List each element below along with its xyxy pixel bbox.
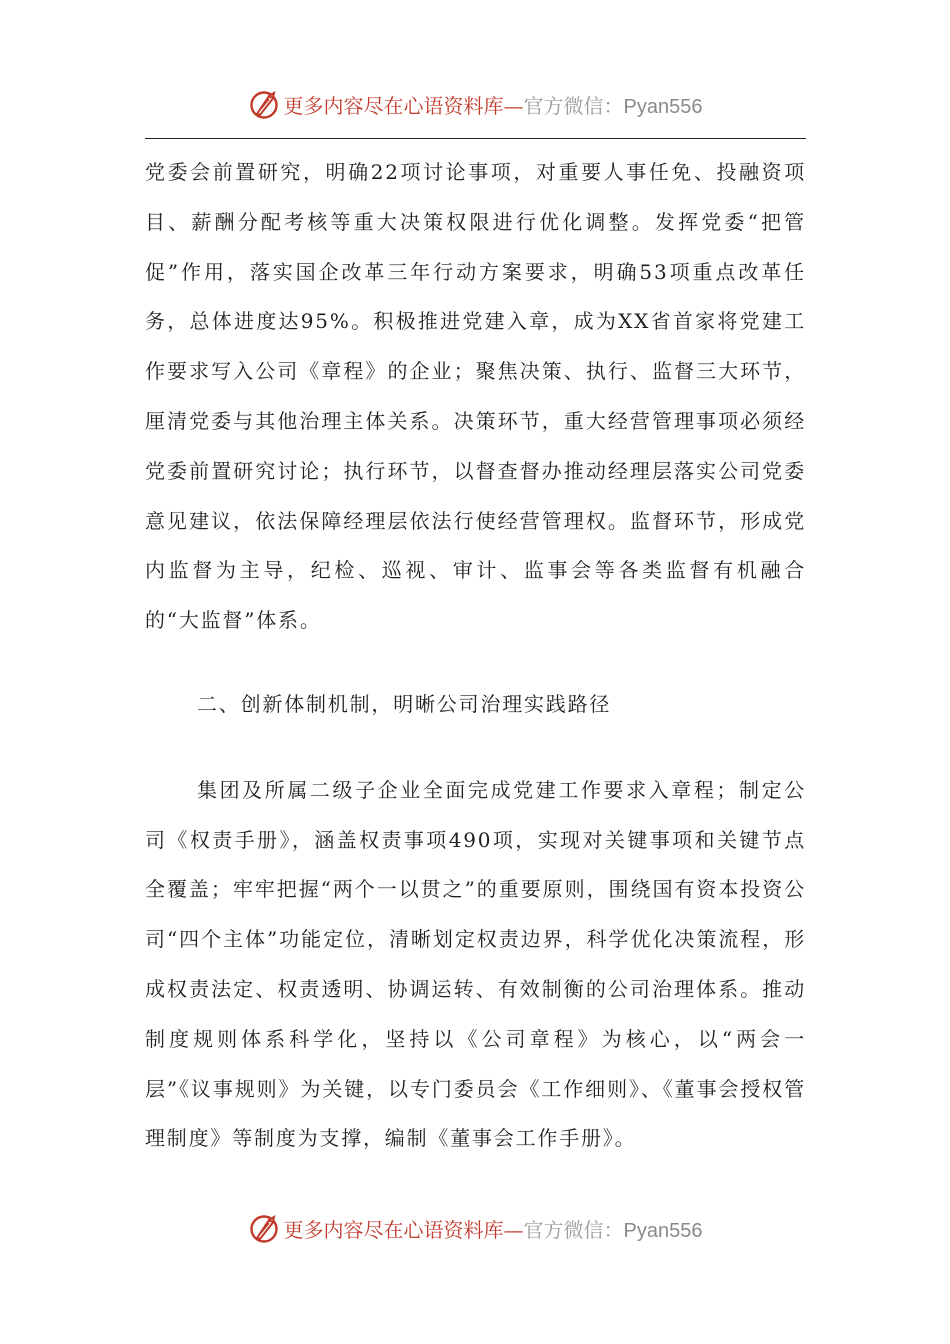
footer-banner (0, 1208, 950, 1248)
footer-slogan: 更多内容尽在心语资料库 (283, 1217, 504, 1242)
footer-banner-text (284, 1214, 703, 1243)
header-wechat-label: 官方微信： (523, 93, 624, 118)
section-heading: 二、创新体制机制，明晰公司治理实践路径 (197, 691, 612, 716)
pen-nib-icon (248, 1211, 282, 1245)
paragraph-1: 党委会前置研究，明确22项讨论事项，对重要人事任免、投融资项目、薪酬分配考核等重大决策权限进行优化调整。发挥党委“把管促”作用，落实国企改革三年行动方案要求，明确53项重点改革任务，总体进度达95%。积极推进党建入章，成为XX省首家将党建工作要求写入公司《章程》的企业；聚焦决策、执行、监督三大环节，厘清党委与其他治理主体关系。决策环节，重大经营管理事项必须经党委前置研究讨论；执行环节，以督查督办推动经理层落实公司党委意见建议，依法保障经理层依法行使经营管理权。监督环节，形成党内监督为主导，纪检、巡视、审计、监事会等各类监督有机融合的“大监督”体系。 (145, 160, 806, 633)
paragraph-2: 集团及所属二级子企业全面完成党建工作要求入章程；制定公司《权责手册》，涵盖权责事项490项，实现对关键事项和关键节点全覆盖；牢牢把握“两个一以贯之”的重要原则，围绕国有资本投资公司“四个主体”功能定位，清晰划定权责边界，科学优化决策流程，形成权责法定、权责透明、协调运转、有效制衡的公司治理体系。推动制度规则体系科学化，坚持以《公司章程》为核心，以“两会一层”《议事规则》为关键，以专门委员会《工作细则》、《董事会授权管理制度》等制度为支撑，编制《董事会工作手册》。 (145, 777, 806, 1151)
header-wechat-account: Pyan556 (623, 95, 703, 118)
pen-nib-icon (248, 87, 282, 121)
header-divider (145, 138, 806, 139)
header-banner (0, 84, 950, 124)
header-dash: — (503, 93, 524, 118)
header-banner-text (284, 90, 703, 119)
header-slogan: 更多内容尽在心语资料库 (283, 93, 504, 118)
footer-wechat-label: 官方微信： (523, 1217, 624, 1242)
footer-dash: — (503, 1217, 524, 1242)
document-body (145, 148, 806, 1164)
footer-wechat-account: Pyan556 (623, 1219, 703, 1242)
